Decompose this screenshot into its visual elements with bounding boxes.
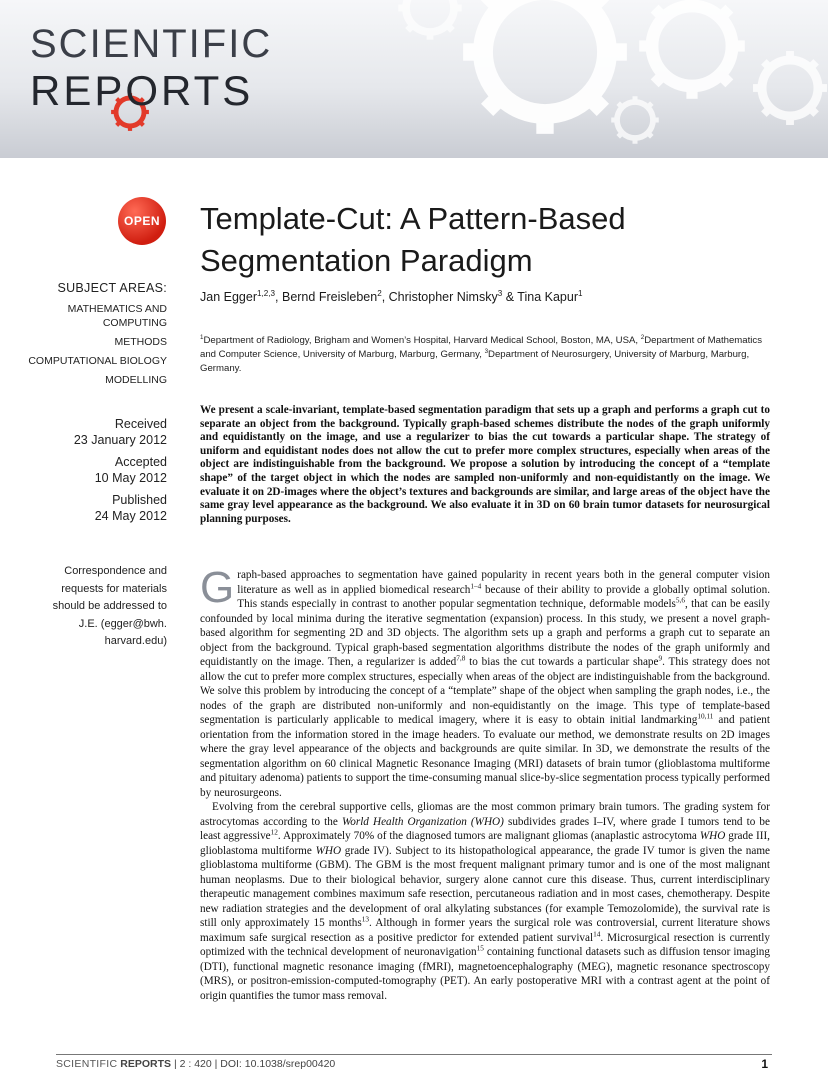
subject-area-item[interactable]: MODELLING <box>105 374 167 386</box>
accepted-date: 10 May 2012 <box>94 471 167 485</box>
footer-journal-bold: REPORTS <box>120 1058 172 1070</box>
affiliation-text: Department of Mathematics and Computer Science, University of Marburg, Marburg, Germany, <box>200 335 763 360</box>
body-text: and patient orientation from the information stored in the image headers. To evaluate our method, we demonstrate results on 2D images where the gray level appearance of the objects and backgrounds are quite similar. In 3D, we demonstrate the results of the segmentation algorithm on 60 clinical Magnetic Resonance Imaging (MRI) datasets of brain tumor (glioblastoma multiforme and pituitary adenoma) patients to support the time-consuming manual slice-by-slice segmentation process typically performed by neurosurgeons. <box>200 714 770 799</box>
author-name: Jan Egger <box>200 290 257 304</box>
accepted-label: Accepted <box>114 455 167 469</box>
subject-areas-list <box>20 302 167 392</box>
correspondence-email[interactable]: harvard.edu) <box>104 635 167 647</box>
affiliation-number: 2 <box>640 333 645 341</box>
published-label: Published <box>112 493 167 507</box>
reference-citation[interactable]: 13 <box>361 915 369 924</box>
body-text: grade III, glioblastoma multiforme <box>200 830 770 857</box>
open-access-badge: OPEN <box>118 197 166 245</box>
reference-citation[interactable]: 10,11 <box>697 712 714 721</box>
body-text: . Although in former years the surgical role was controversial, current literature shows maximum safe surgical resection as a positive predictor for extended patient survival <box>200 917 770 944</box>
author-affiliation-ref: 1,2,3 <box>256 288 276 298</box>
body-text: . Microsurgical resection is currently optimized with the technical development of neuronavigation <box>200 931 770 958</box>
article-body <box>200 563 770 1003</box>
body-text: , that can be easily confounded by local minima during the iterative segmentation (expansion) process. In this study, we present a novel graph-based algorithm for segmenting 2D and 3D objects. The algorithm sets up a graph and performs a graph cut to separate an object from the background. Typical graph-based segmentation algorithms distribute the nodes of the graph uniformly and equidistantly on the image. Then, a regularizer is added <box>200 598 770 668</box>
footer-doi: | 2 : 420 | DOI: 10.1038/srep00420 <box>173 1058 336 1070</box>
journal-logo-line1: SCIENTIFIC <box>30 22 273 66</box>
subject-areas-heading: SUBJECT AREAS: <box>57 281 167 295</box>
abstract: We present a scale-invariant, template-based segmentation paradigm that sets up a graph and performs a graph cut to separate an object from the background. Typically graph-based schemes distribute the nodes of the graph uniformly and equidistantly on the image, and use a regularizer to bias the cut towards a particular shape. The strategy of uniform and equidistant nodes does not allow the cut to prefer more complex structures, especially when areas of the object are indistinguishable from the background. We propose a solution by introducing the concept of a “template shape” of the target object in which the nodes are sampled non-uniformly and non-equidistantly on the image. We evaluate it on 2D-images where the object’s textures and backgrounds are similar, and large areas of the object have the same gray level appearance as the background. We also evaluate it in 3D on 60 brain tumor datasets for neurosurgical planning purposes. <box>200 404 770 525</box>
body-text: to bias the cut towards a particular shape <box>465 656 659 668</box>
body-text: containing functional datasets such as diffusion tensor imaging (DTI), functional magnetic resonance imaging (fMRI), magnetoencephalography (MEG), magnetic resonance spectroscopy (MRS), or positron-emission-computed-tomography (PET). An early postoperative MRI with a contrast agent at the point of origin quantifies the tumor mass removal. <box>200 946 770 1002</box>
subject-area-item[interactable]: MATHEMATICS AND COMPUTING <box>67 303 167 329</box>
author-name: Christopher Nimsky <box>388 290 498 304</box>
reference-citation[interactable]: 12 <box>270 828 278 837</box>
body-italic: World Health Organization (WHO) <box>341 815 504 828</box>
body-paragraph-1 <box>200 563 770 800</box>
correspondence-line: should be addressed to <box>52 600 167 612</box>
subject-area-item[interactable]: COMPUTATIONAL BIOLOGY <box>28 355 167 367</box>
body-paragraph-2 <box>200 800 770 1003</box>
affiliation-text: Department of Neurosurgery, University of Marburg, Marburg, Germany. <box>200 349 750 374</box>
body-text: because of their ability to provide a globally optimal solution. This stands especially in contrast to another popular segmentation technique, deformable models <box>237 583 770 610</box>
title-line-2: Segmentation Paradigm <box>200 243 533 278</box>
affiliation-number: 3 <box>484 347 489 355</box>
correspondence-email[interactable]: J.E. (egger@bwh. <box>78 617 167 630</box>
reference-citation[interactable]: 15 <box>476 944 484 953</box>
author-affiliation-ref: 1 <box>577 288 583 298</box>
body-text: grade IV). Subject to its histopathological appearance, the grade IV tumor is given the name glioblastoma multiforme (GBM). The GBM is the most frequent malignant primary tumor and is one of the most malignant human neoplasms. Due to their biological behavior, surgery alone cannot cure this disease. Thus, current interdisciplinary therapeutic management combines maximum safe resection, percutaneous radiation and in most cases, chemotherapy. Despite new radiation strategies and the development of oral alkylating substances (for example Temozolomide), the survival rate is still only approximately 15 months <box>200 844 770 929</box>
body-text: . This strategy does not allow the cut to prefer more complex structures, especially when areas of the object are indistinguishable from the background. We solve this problem by introducing the concept of a “template” shape of the object when sampling the graph nodes, i.e., the nodes of the graph are distributed non-uniformly and non-equidistantly on the image. This type of template-based segmentation is particularly applicable to medical imagery, where it is easy to obtain initial landmarking <box>200 656 770 726</box>
reference-citation[interactable]: 5,6 <box>675 596 686 605</box>
journal-logo-line2: REPORTS <box>30 67 254 114</box>
body-italic: WHO <box>315 844 342 857</box>
gear-tiny-icon <box>611 96 659 144</box>
footer-journal: SCIENTIFIC <box>56 1058 118 1070</box>
author-list: Jan Egger$^{1,2,3}$, Bernd Freisleben$^2$, Christopher Nimsky$^3$ & Tina Kapur$^1$ <box>200 288 583 304</box>
published-date: 24 May 2012 <box>94 509 167 523</box>
gear-medium-icon <box>639 0 745 99</box>
correspondence-note <box>20 563 167 651</box>
body-text: raph-based approaches to segmentation have gained popularity in recent years both in the general computer vision literature as well as in applied biomedical research <box>237 569 770 596</box>
article-title <box>200 198 800 282</box>
journal-banner <box>0 0 828 158</box>
received-label: Received <box>114 417 167 431</box>
body-italic: WHO <box>699 830 726 842</box>
publication-dates <box>20 416 167 524</box>
author-affiliation-ref: 2 <box>377 288 382 298</box>
drop-cap: G <box>200 563 235 612</box>
received-date: 23 January 2012 <box>73 433 167 447</box>
author-name: Tina Kapur <box>517 290 578 304</box>
gear-small-icon <box>753 51 827 125</box>
reference-citation[interactable]: 9 <box>658 654 663 663</box>
page-number: 1 <box>761 1057 768 1071</box>
reference-citation[interactable]: 14 <box>593 929 601 938</box>
body-text: subdivides grades I–IV, where grade I tumors tend to be least aggressive <box>200 815 770 842</box>
body-text: . Approximately 70% of the diagnosed tumors are malignant gliomas (anaplastic astrocytoma <box>277 830 700 842</box>
reference-citation[interactable]: 1–4 <box>470 581 482 590</box>
correspondence-line: requests for materials <box>61 582 167 595</box>
gear-top-icon <box>398 0 461 40</box>
affiliation-number: 1 <box>200 333 204 341</box>
gear-large-icon <box>463 0 627 134</box>
reference-citation[interactable]: 7,8 <box>456 654 466 663</box>
correspondence-line: Correspondence and <box>64 565 167 577</box>
footer-divider <box>56 1054 772 1055</box>
footer-citation <box>56 1058 335 1070</box>
author-name: Bernd Freisleben <box>281 290 378 304</box>
affiliation-text: Department of Radiology, Brigham and Women’s Hospital, Harvard Medical School, Boston, MA, USA, <box>203 335 641 346</box>
subject-area-item[interactable]: METHODS <box>114 336 167 348</box>
affiliations <box>200 334 780 376</box>
body-text: Evolving from the cerebral supportive cells, gliomas are the most common primary brain tumors. The grading system for astrocytomas according to the <box>200 801 770 828</box>
author-affiliation-ref: 3 <box>497 288 503 298</box>
title-line-1: Template-Cut: A Pattern-Based <box>200 201 626 236</box>
